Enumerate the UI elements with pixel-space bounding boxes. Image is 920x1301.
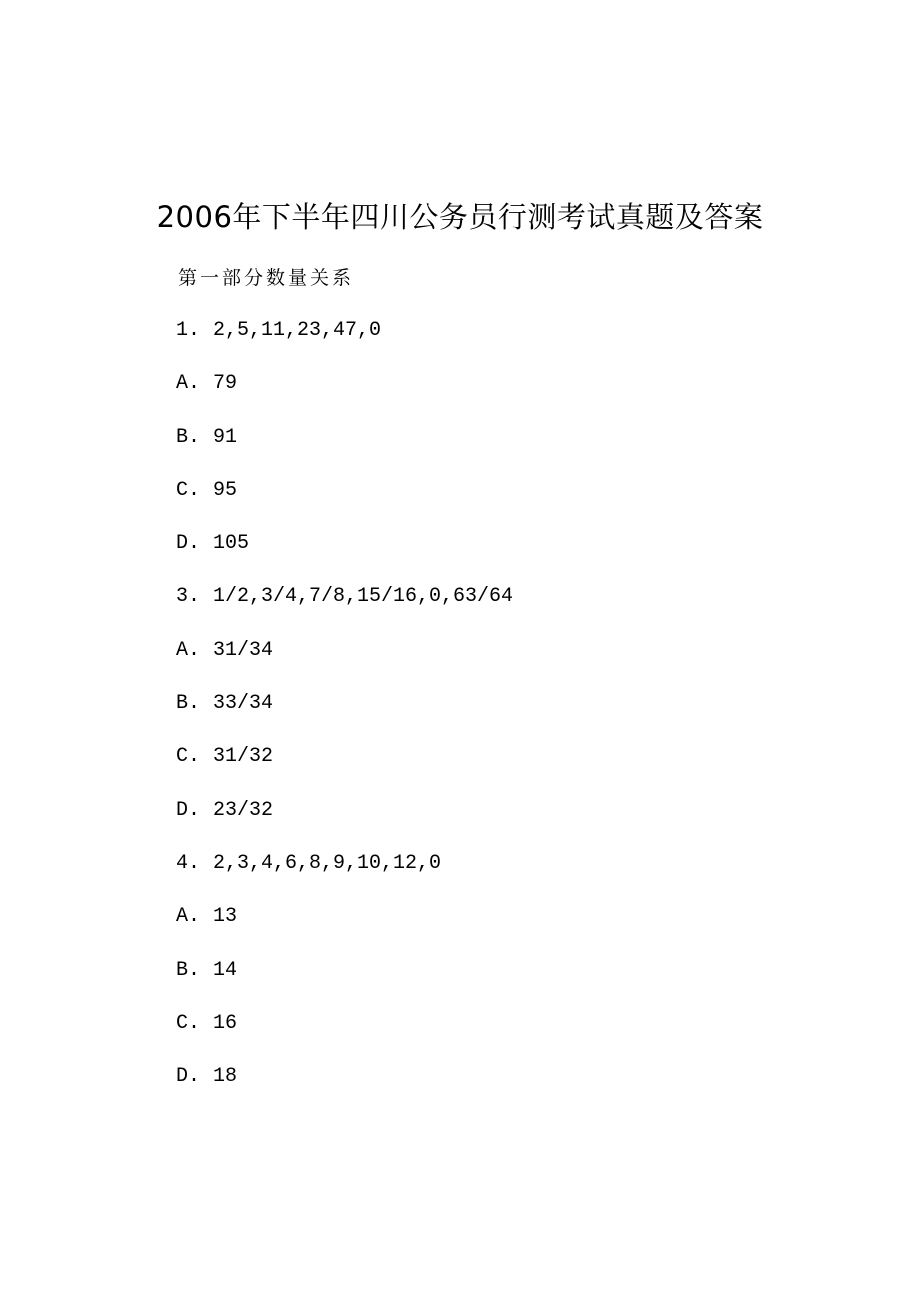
answer-option (176, 531, 513, 584)
question-number: 3. (176, 585, 201, 609)
option-text: 18 (213, 1065, 238, 1089)
answer-option (176, 478, 513, 531)
option-text: 31/34 (213, 638, 274, 662)
question-text: 2,3,4,6,8,9,10,12,0 (213, 851, 442, 875)
answer-option (176, 1011, 513, 1064)
option-letter: B. (176, 958, 201, 982)
option-letter: A. (176, 372, 201, 396)
answer-option (176, 904, 513, 957)
option-letter: D. (176, 532, 201, 556)
answer-option (176, 1064, 513, 1117)
option-text: 16 (213, 1011, 238, 1035)
answer-option (176, 798, 513, 851)
answer-option (176, 638, 513, 691)
option-letter: A. (176, 638, 201, 662)
question-stem (176, 851, 513, 904)
answer-option (176, 425, 513, 478)
section-heading: 第一部分数量关系 (178, 267, 355, 289)
option-letter: B. (176, 425, 201, 449)
answer-option (176, 371, 513, 424)
option-letter: D. (176, 798, 201, 822)
question-stem (176, 318, 513, 371)
question-number: 4. (176, 851, 201, 875)
question-text: 2,5,11,23,47,0 (213, 319, 382, 342)
option-letter: D. (176, 1065, 201, 1089)
option-text: 13 (213, 905, 238, 929)
option-text: 14 (213, 958, 238, 982)
answer-option (176, 958, 513, 1011)
option-letter: C. (176, 478, 201, 502)
document-title: 2006年下半年四川公务员行测考试真题及答案 (156, 200, 764, 234)
question-list (176, 318, 513, 1117)
option-letter: C. (176, 1011, 201, 1035)
answer-option (176, 744, 513, 797)
option-letter: B. (176, 692, 201, 716)
option-text: 91 (213, 425, 238, 449)
option-text: 79 (213, 372, 238, 396)
question-stem (176, 584, 513, 637)
answer-option (176, 691, 513, 744)
option-letter: C. (176, 745, 201, 769)
option-text: 23/32 (213, 798, 274, 822)
option-text: 95 (213, 478, 238, 502)
question-number: 1. (176, 319, 201, 342)
option-text: 105 (213, 532, 250, 556)
option-letter: A. (176, 905, 201, 929)
option-text: 31/32 (213, 745, 274, 769)
option-text: 33/34 (213, 692, 274, 716)
question-text: 1/2,3/4,7/8,15/16,0,63/64 (213, 585, 514, 609)
